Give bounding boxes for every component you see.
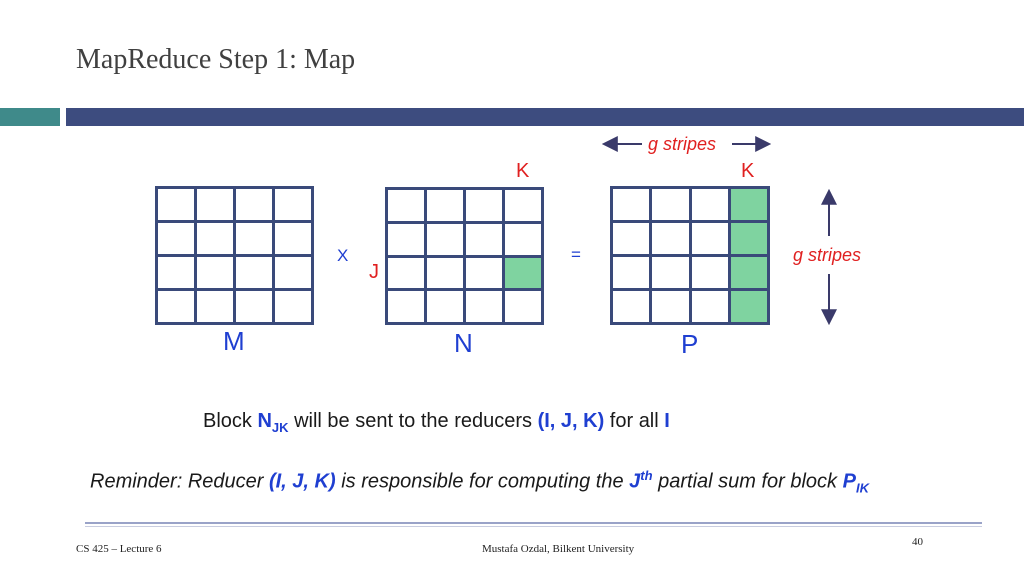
reminder-statement	[90, 468, 869, 496]
j-letter: J	[629, 470, 641, 493]
block-p-letter: P	[842, 470, 856, 493]
matrix-m-label: M	[223, 326, 245, 356]
block-n-subscript: JK	[271, 420, 289, 435]
footer-author: Mustafa Ozdal, Bilkent University	[482, 543, 635, 555]
line2-text-2: is responsible for computing the	[335, 470, 630, 493]
times-symbol: X	[337, 246, 349, 265]
line1-text-1: Block	[203, 410, 258, 432]
reducer-tuple: (I, J, K)	[268, 470, 336, 493]
top-stripes-label: g stripes	[648, 134, 717, 154]
footer-divider	[85, 522, 982, 524]
equals-symbol: =	[571, 245, 581, 264]
line2-text-3: partial sum for block	[652, 470, 843, 493]
n-col-label-k: K	[516, 160, 530, 182]
matrix-n-label: N	[454, 328, 473, 358]
j-superscript: th	[640, 468, 653, 483]
block-p-subscript: IK	[855, 480, 869, 496]
reducers-tuple: (I, J, K)	[537, 410, 605, 432]
p-col-label-k: K	[741, 160, 755, 182]
line1-text-2: will be sent to the reducers	[288, 410, 538, 432]
block-n-letter: N	[257, 410, 272, 432]
matrix-p-label: P	[681, 329, 699, 359]
page-number: 40	[912, 536, 923, 548]
slide-title: MapReduce Step 1: Map	[76, 44, 356, 75]
side-stripes-label: g stripes	[793, 245, 862, 265]
footer-course: CS 425 – Lecture 6	[76, 543, 162, 555]
all-variable: I	[664, 410, 670, 432]
block-sent-statement	[203, 410, 670, 435]
n-row-label-j: J	[369, 261, 379, 283]
line1-text-3: for all	[604, 410, 665, 432]
footer-divider-shadow	[85, 526, 982, 527]
line2-text-1: Reminder: Reducer	[90, 470, 269, 493]
